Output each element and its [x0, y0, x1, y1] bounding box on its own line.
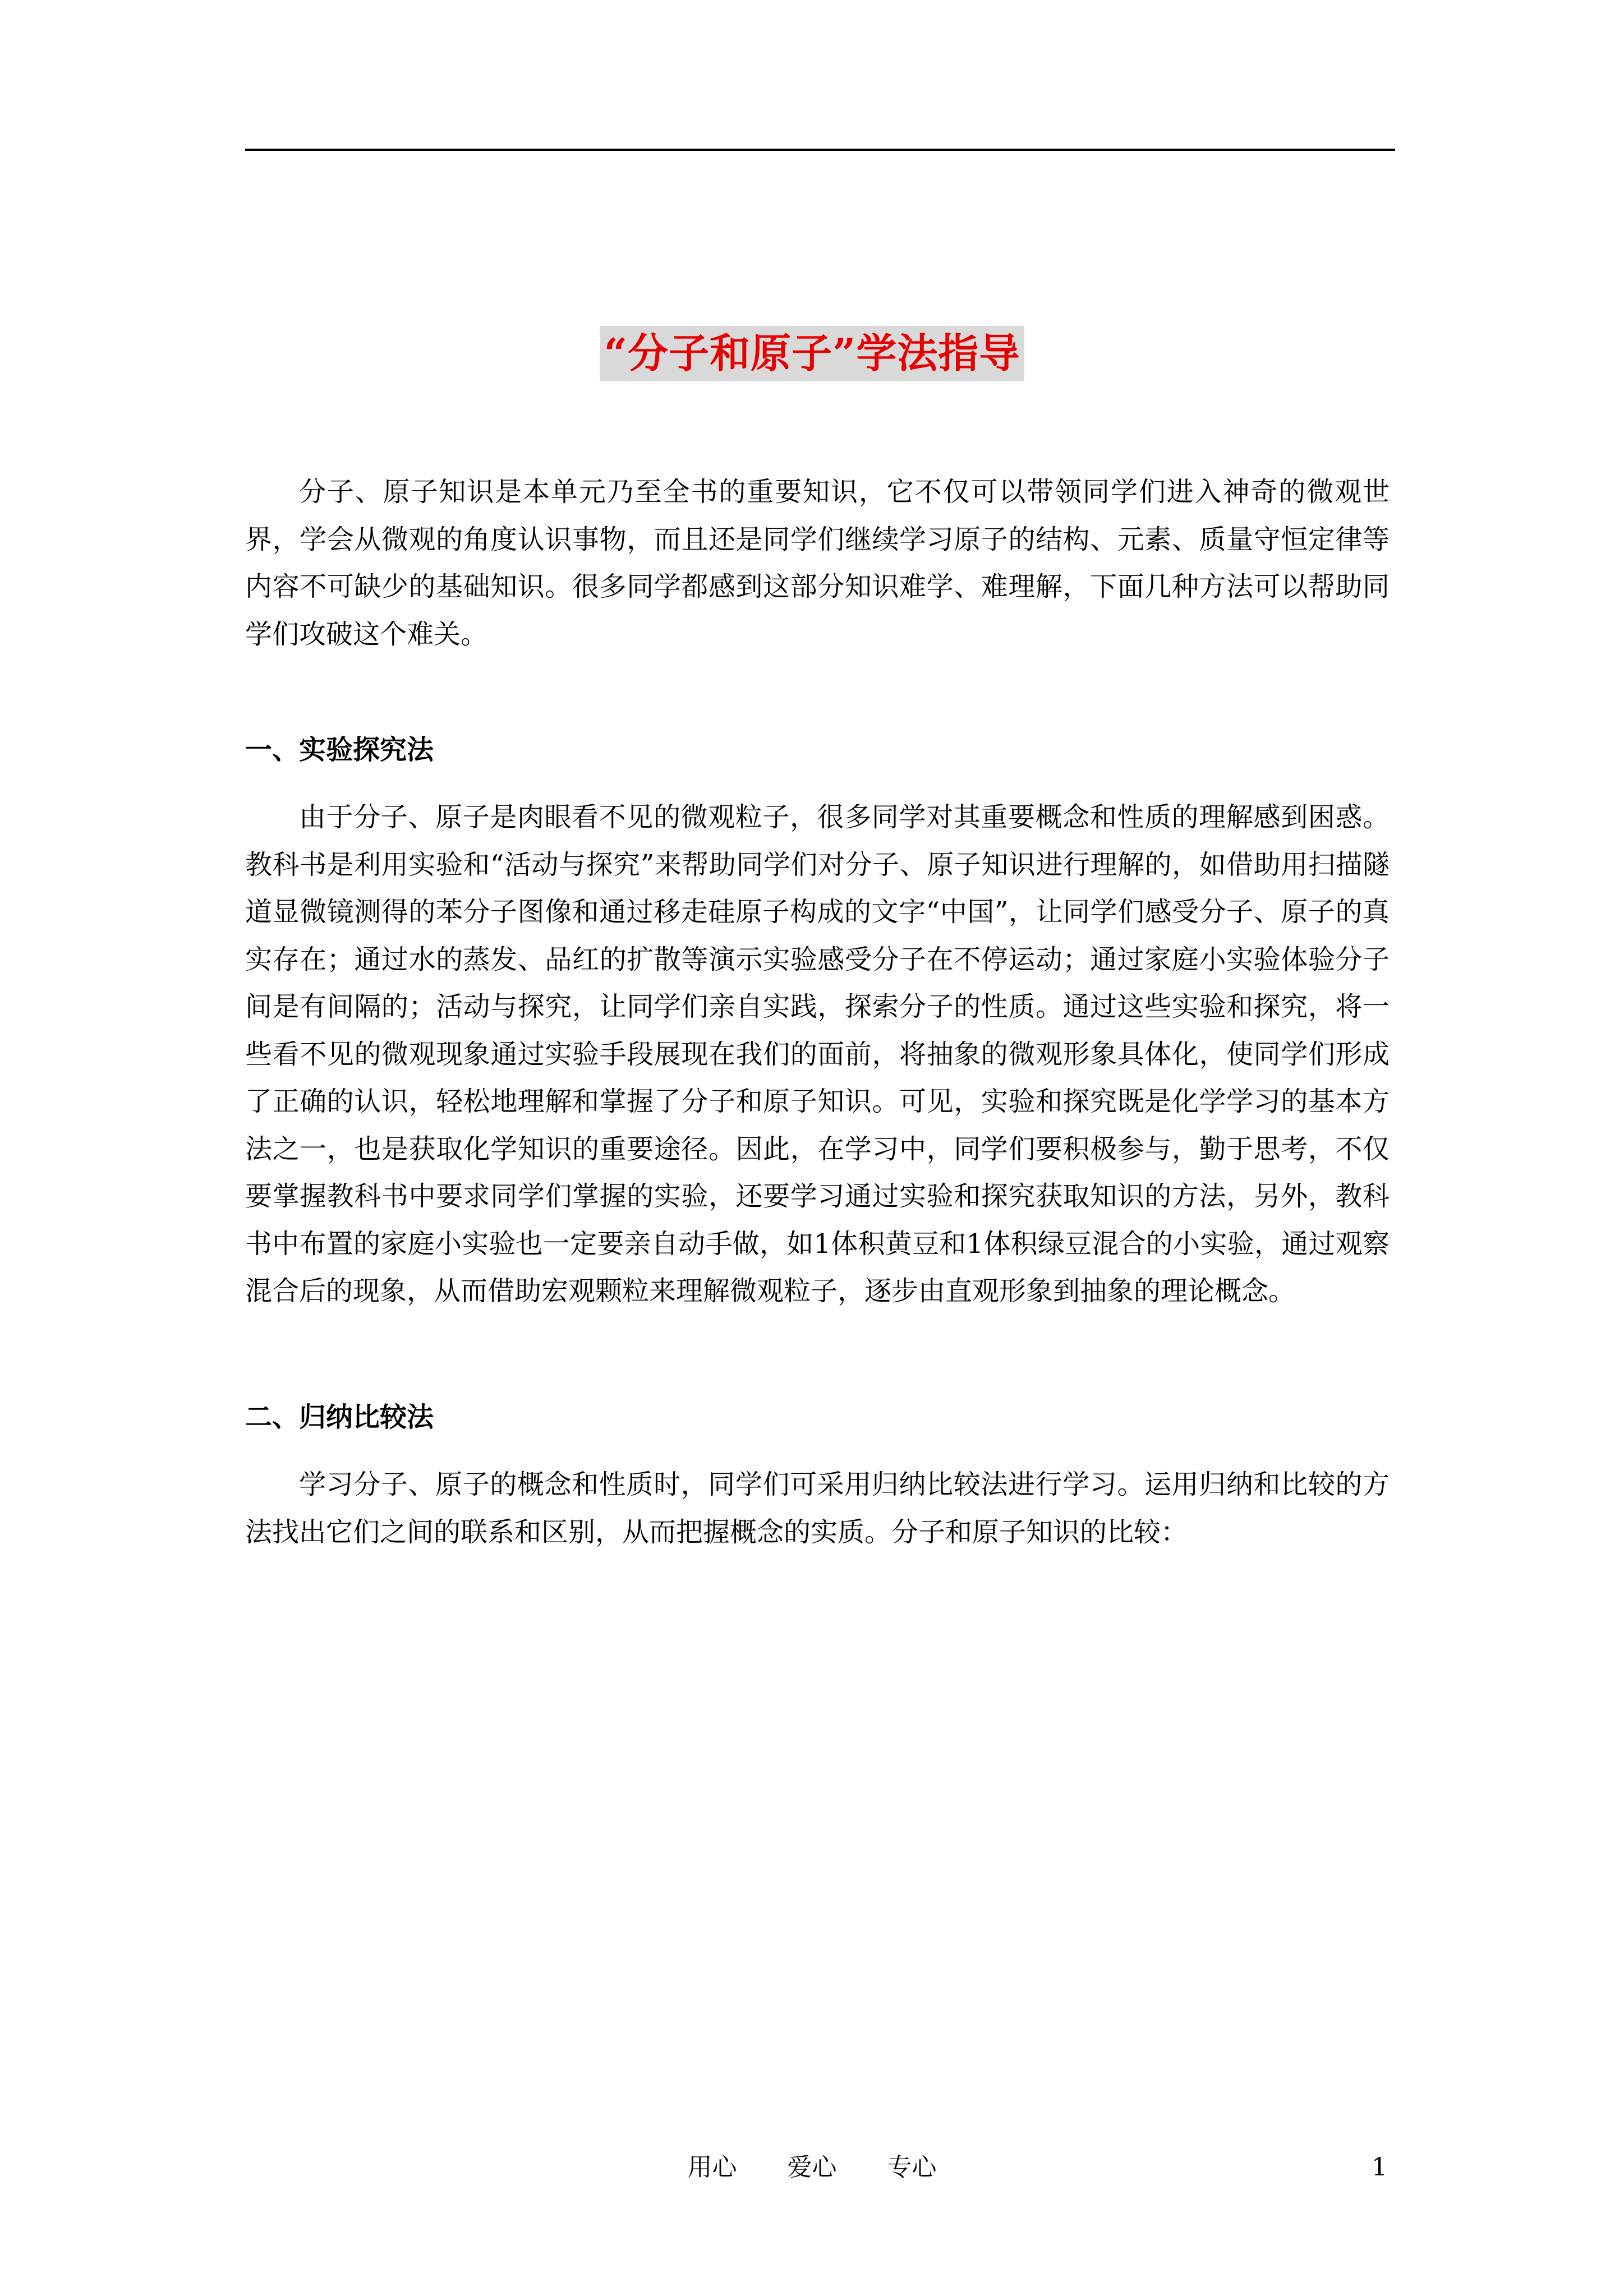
document-title [0, 326, 1624, 381]
header-rule [245, 149, 1395, 151]
page-number: 1 [1372, 2153, 1387, 2182]
footer-word: 专心 [887, 2153, 937, 2182]
section-heading-comparison: 二、归纳比较法 [245, 1401, 434, 1433]
section-body-experiment: 由于分子、原子是肉眼看不见的微观粒子，很多同学对其重要概念和性质的理解感到困惑。教科书是利用实验和“活动与探究”来帮助同学们对分子、原子知识进行理解的，如借助用扫描隧道显微镜测得的苯分子图像和通过移走硅原子构成的文字“中国”，让同学们感受分子、原子的真实存在；通过水的蒸发、品红的扩散等演示实验感受分子在不停运动；通过家庭小实验体验分子间是有间隔的；活动与探究，让同学们亲自实践，探索分子的性质。通过这些实验和探究，将一些看不见的微观现象通过实验手段展现在我们的面前，将抽象的微观形象具体化，使同学们形成了正确的认识，轻松地理解和掌握了分子和原子知识。可见，实验和探究既是化学学习的基本方法之一，也是获取化学知识的重要途径。因此，在学习中，同学们要积极参与，勤于思考，不仅要掌握教科书中要求同学们掌握的实验，还要学习通过实验和探究获取知识的方法，另外，教科书中布置的家庭小实验也一定要亲自动手做，如1体积黄豆和1体积绿豆混合的小实验，通过观察混合后的现象，从而借助宏观颗粒来理解微观粒子，逐步由直观形象到抽象的理论概念。 [245, 801, 1390, 1307]
section-heading-experiment: 一、实验探究法 [245, 734, 434, 766]
intro-paragraph: 分子、原子知识是本单元乃至全书的重要知识，它不仅可以带领同学们进入神奇的微观世界，学会从微观的角度认识事物，而且还是同学们继续学习原子的结构、元素、质量守恒定律等内容不可缺少的基础知识。很多同学都感到这部分知识难学、难理解，下面几种方法可以帮助同学们攻破这个难关。 [245, 476, 1390, 650]
footer-word: 用心 [687, 2153, 737, 2182]
document-title-text: “分子和原子”学法指导 [600, 326, 1025, 381]
footer-word: 爱心 [787, 2153, 837, 2182]
section-body-comparison: 学习分子、原子的概念和性质时，同学们可采用归纳比较法进行学习。运用归纳和比较的方法找出它们之间的联系和区别，从而把握概念的实质。分子和原子知识的比较： [245, 1469, 1390, 1548]
